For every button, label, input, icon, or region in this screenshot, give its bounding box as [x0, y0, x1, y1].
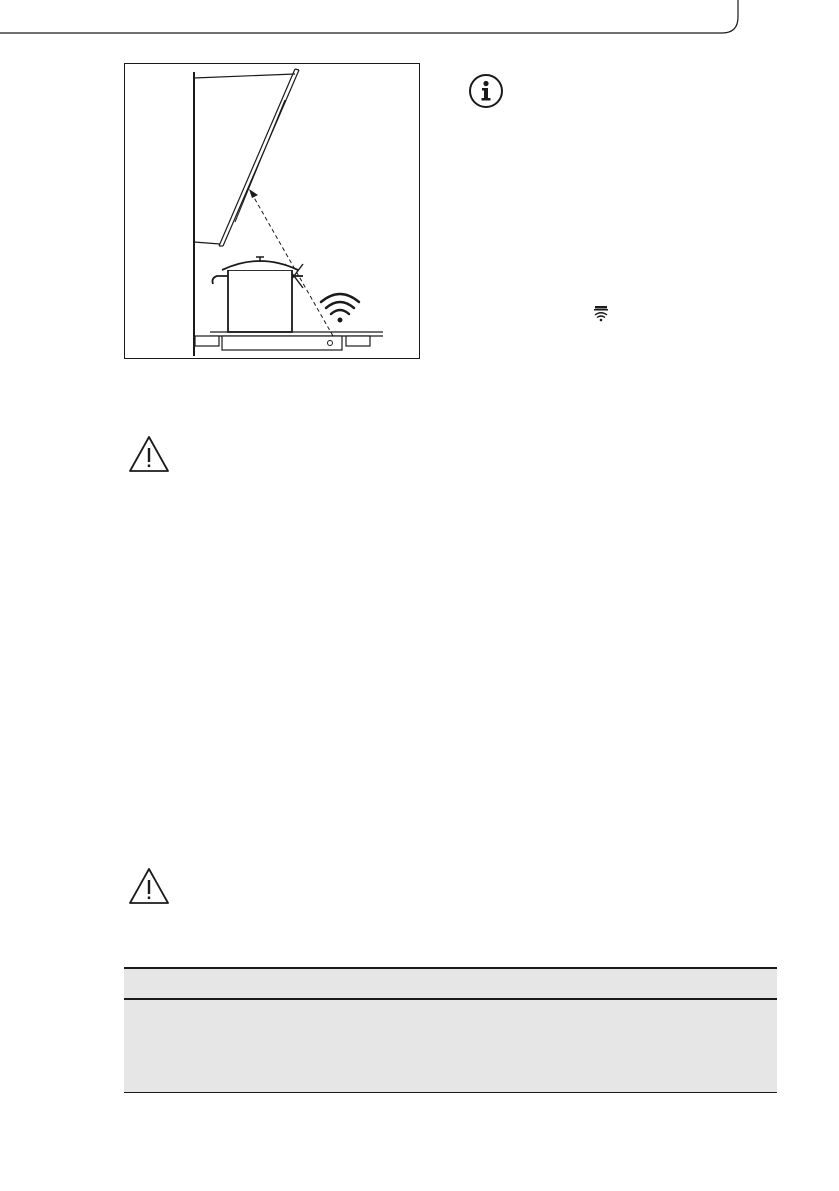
table-body-row: [124, 1000, 777, 1093]
warning-triangle-icon: [127, 866, 171, 906]
info-icon: [468, 73, 504, 109]
illustration-drawing: [125, 64, 421, 360]
hob-hood-illustration: [124, 63, 420, 359]
hob2hood-wifi-icon: [592, 305, 610, 323]
info-table: [124, 967, 777, 1095]
warning-triangle-icon: [127, 434, 171, 474]
table-header-row: [124, 967, 777, 1000]
wifi-signal-icon: [326, 302, 354, 314]
page-corner-marker: [0, 0, 839, 60]
